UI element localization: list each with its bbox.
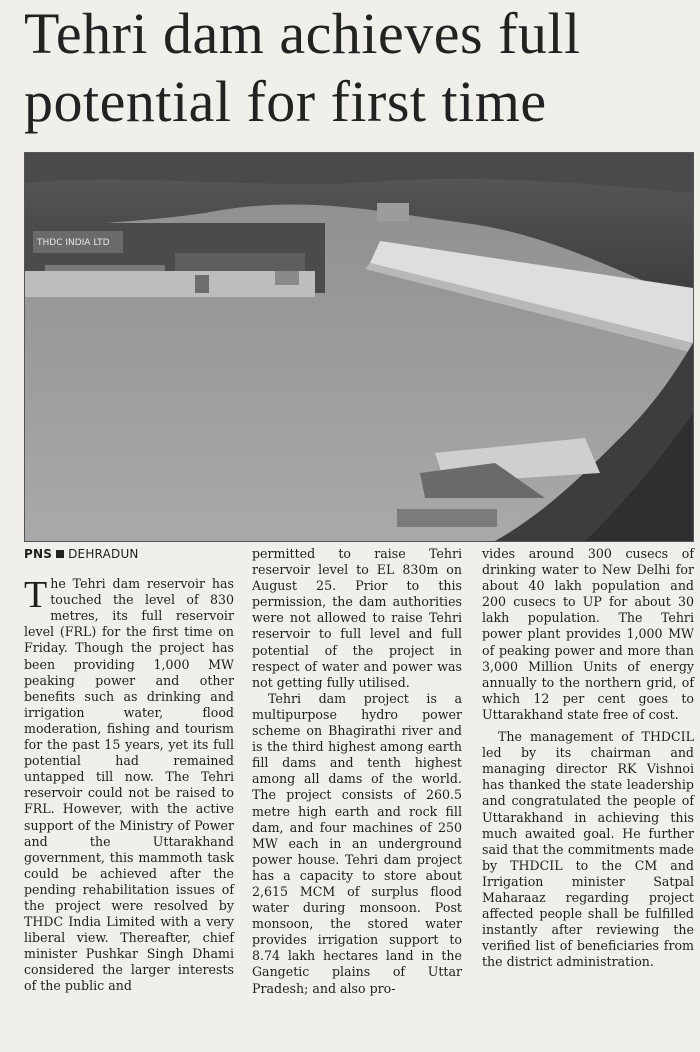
paragraph-1-text: he Tehri dam reservoir has touched the level of 830 metres, its full reservoir level (FRL) for the first time on Friday. Though the project has been providing 1,000 MW peaking power and other benefits such as drinking and irrigation water, flood moderation, fishing and tourism for the past 15 years, yet its full potential had remained untapped till now. The Tehri reservoir could not be raised to FRL. However, with the active support of the Ministry of Power and the Uttarakhand government, this mammoth task could be achieved after the pending rehabilitation issues of the project were resolved by THDC India Limited with a very liberal view. Thereafter, chief minister Pushkar Singh Dhami considered the larger interests of the public and <box>24 576 234 994</box>
paragraph-3: Tehri dam project is a multipurpose hydro power scheme on Bhagirathi river and is the third highest among earth fill dams and tenth highest among all dams of the world. The project consists of 260.5 metre high earth and rock fill dam, and four machines of 250 MW each in an underground power house. Tehri dam project has a capacity to store about 2,615 MCM of surplus flood water during monsoon. Post monsoon, the stored water provides irrigation support to 8.74 lakh hectares land in the Gangetic plains of Uttar Pradesh; and also pro- <box>252 690 462 996</box>
column-3 <box>482 546 694 970</box>
headline: Tehri dam achieves full potential for first time <box>24 1 581 134</box>
dam-photo-image <box>25 153 693 541</box>
paragraph-5: The management of THDCIL led by its chairman and managing director RK Vishnoi has thanked the state leadership and congratulated the people of Uttarakhand in achieving this much awaited goal. He further said that the commitments made by THDCIL to the CM and Irrigation minister Satpal Maharaaz regarding project affected people shall be fulfilled instantly after reviewing the verified list of beneficiaries from the district administration. <box>482 729 694 970</box>
square-bullet-icon <box>56 550 64 558</box>
dateline-place: DEHRADUN <box>68 547 139 561</box>
dropcap: T <box>24 574 48 617</box>
column-1 <box>24 546 234 995</box>
agency: PNS <box>24 547 53 561</box>
dateline <box>24 546 234 562</box>
paragraph-2: permitted to raise Tehri reservoir level to EL 830m on August 25. Prior to this permission, the dam authorities were not allowed to raise Tehri reservoir to full level and full potential of the project in respect of water and power was not getting fully utilised. <box>252 546 462 690</box>
photo-sign: THDC INDIA LTD <box>37 238 110 248</box>
paragraph-1 <box>24 576 234 994</box>
dam-photo <box>24 152 694 542</box>
column-2 <box>252 546 462 997</box>
paragraph-4: vides around 300 cusecs of drinking water to New Delhi for about 40 lakh population and 200 cusecs to UP for about 30 lakh population. The Tehri power plant provides 1,000 MW of peaking power and more than 3,000 Million Units of energy annually to the northern grid, of which 12 per cent goes to Uttarakhand state free of cost. <box>482 546 694 722</box>
